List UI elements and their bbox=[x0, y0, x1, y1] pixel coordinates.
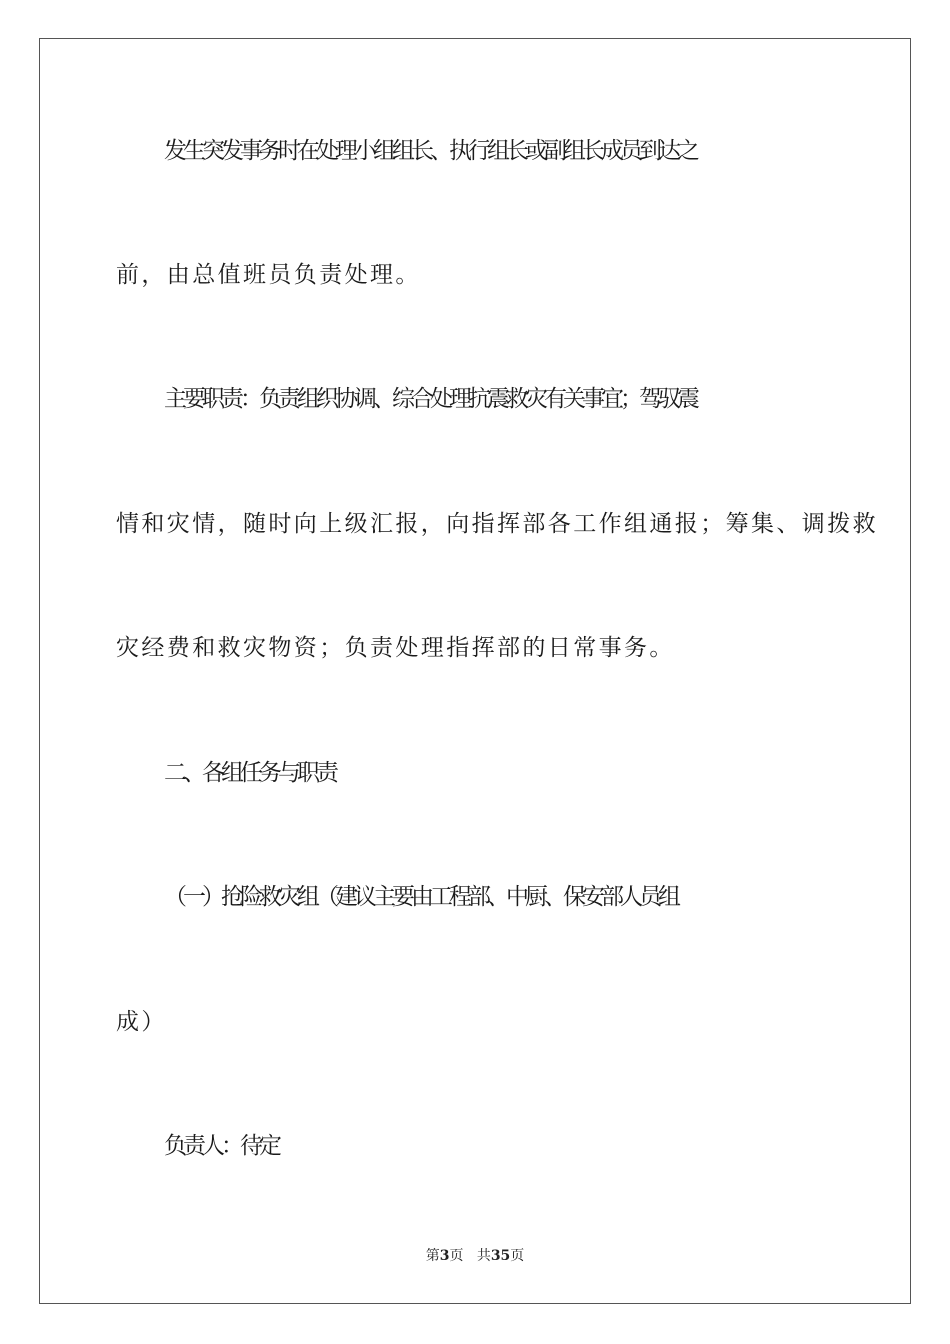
page-border bbox=[39, 38, 911, 1304]
paragraph-line-5: 灾经费和救灾物资；负责处理指挥部的日常事务。 bbox=[116, 635, 675, 661]
paragraph-line-2: 前，由总值班员负责处理。 bbox=[116, 262, 421, 288]
section-heading: 二、各组任务与职责 bbox=[164, 760, 335, 786]
paragraph-line-9: 负责人：待定 bbox=[164, 1133, 278, 1159]
page-suffix: 页 bbox=[449, 1248, 464, 1264]
paragraph-line-3: 主要职责：负责组织协调、综合处理抗震救灾有关事宜；驾驭震 bbox=[164, 386, 696, 412]
paragraph-line-1: 发生突发事务时在处理小组组长、执行组长或副组长成员到达之 bbox=[164, 138, 696, 164]
total-suffix: 页 bbox=[510, 1248, 525, 1264]
page-prefix: 第 bbox=[425, 1248, 440, 1264]
total-pages: 35 bbox=[490, 1248, 511, 1264]
paragraph-line-4: 情和灾情，随时向上级汇报，向指挥部各工作组通报；筹集、调拨救 bbox=[116, 511, 878, 537]
page-footer bbox=[0, 1247, 950, 1265]
page-number: 3 bbox=[439, 1248, 450, 1264]
paragraph-line-8: 成） bbox=[116, 1009, 167, 1035]
paragraph-line-7: （一）抢险救灾组（建议主要由工程部、中厨、保安部人员组 bbox=[164, 884, 677, 910]
total-prefix: 共 bbox=[476, 1248, 491, 1264]
